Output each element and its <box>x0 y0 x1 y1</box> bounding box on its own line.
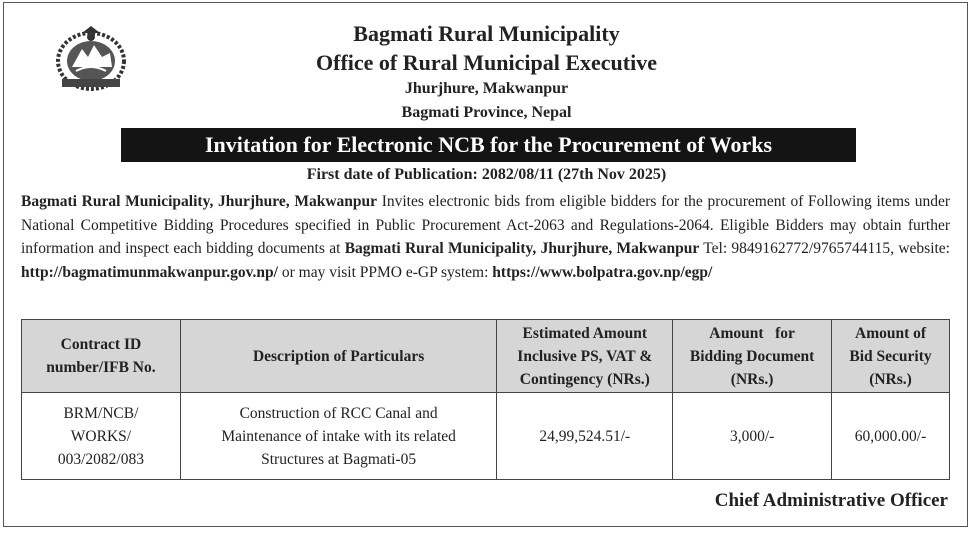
publication-date: First date of Publication: 2082/08/11 (27th Nov 2025) <box>306 166 667 183</box>
cell-estimated-amount: 24,99,524.51/- <box>497 393 673 480</box>
table-header-row <box>22 320 950 393</box>
header-estimated-amount: Estimated Amount Inclusive PS, VAT & Contingency (NRs.) <box>497 320 673 393</box>
body-municipality-name-2: Bagmati Rural Municipality, Jhurjhure, Makwanpur <box>344 240 700 258</box>
signature-title: Chief Administrative Officer <box>714 490 948 511</box>
office-title: Office of Rural Municipal Executive <box>316 50 657 75</box>
procurement-table <box>21 319 950 480</box>
body-municipality-name: Bagmati Rural Municipality, Jhurjhure, Makwanpur <box>21 193 378 210</box>
cell-bid-security: 60,000.00/- <box>832 393 950 480</box>
body-text-part1: Invites electronic bids from eligible bidders for the procurement of Following items under National Competitive Bidding Procedures specified in Public Procurement Act-2063 and Regulations-2064. Eligible Bidders may obtain further information and inspect each bidding documents at <box>21 193 950 258</box>
header-contract-id: Contract ID number/IFB No. <box>22 320 181 393</box>
website-link[interactable]: http://bagmatimunmakwanpur.gov.np/ <box>21 263 278 281</box>
notice-body <box>21 190 950 284</box>
egp-link[interactable]: https://www.bolpatra.gov.np/egp/ <box>492 263 713 281</box>
header-description: Description of Particulars <box>180 320 497 393</box>
header-bid-security: Amount of Bid Security (NRs.) <box>832 320 950 393</box>
notice-banner: Invitation for Electronic NCB for the Procurement of Works <box>121 128 856 162</box>
header-document-fee: Amount for Bidding Document (NRs.) <box>673 320 832 393</box>
table-row <box>22 393 950 480</box>
body-text-part3: or may visit PPMO e-GP system: <box>277 263 493 281</box>
cell-document-fee: 3,000/- <box>673 393 832 480</box>
cell-contract-id: BRM/NCB/ WORKS/ 003/2082/083 <box>22 393 181 480</box>
cell-description: Construction of RCC Canal and Maintenance of intake with its related Structures at Bagmati-05 <box>180 393 497 480</box>
body-text-part2: Tel: 9849162772/9765744115, website: <box>699 240 950 258</box>
address-line: Jhurjhure, Makwanpur <box>404 80 569 97</box>
notice-page <box>3 2 968 527</box>
municipality-title: Bagmati Rural Municipality <box>353 21 620 46</box>
province-line: Bagmati Province, Nepal <box>401 104 572 121</box>
